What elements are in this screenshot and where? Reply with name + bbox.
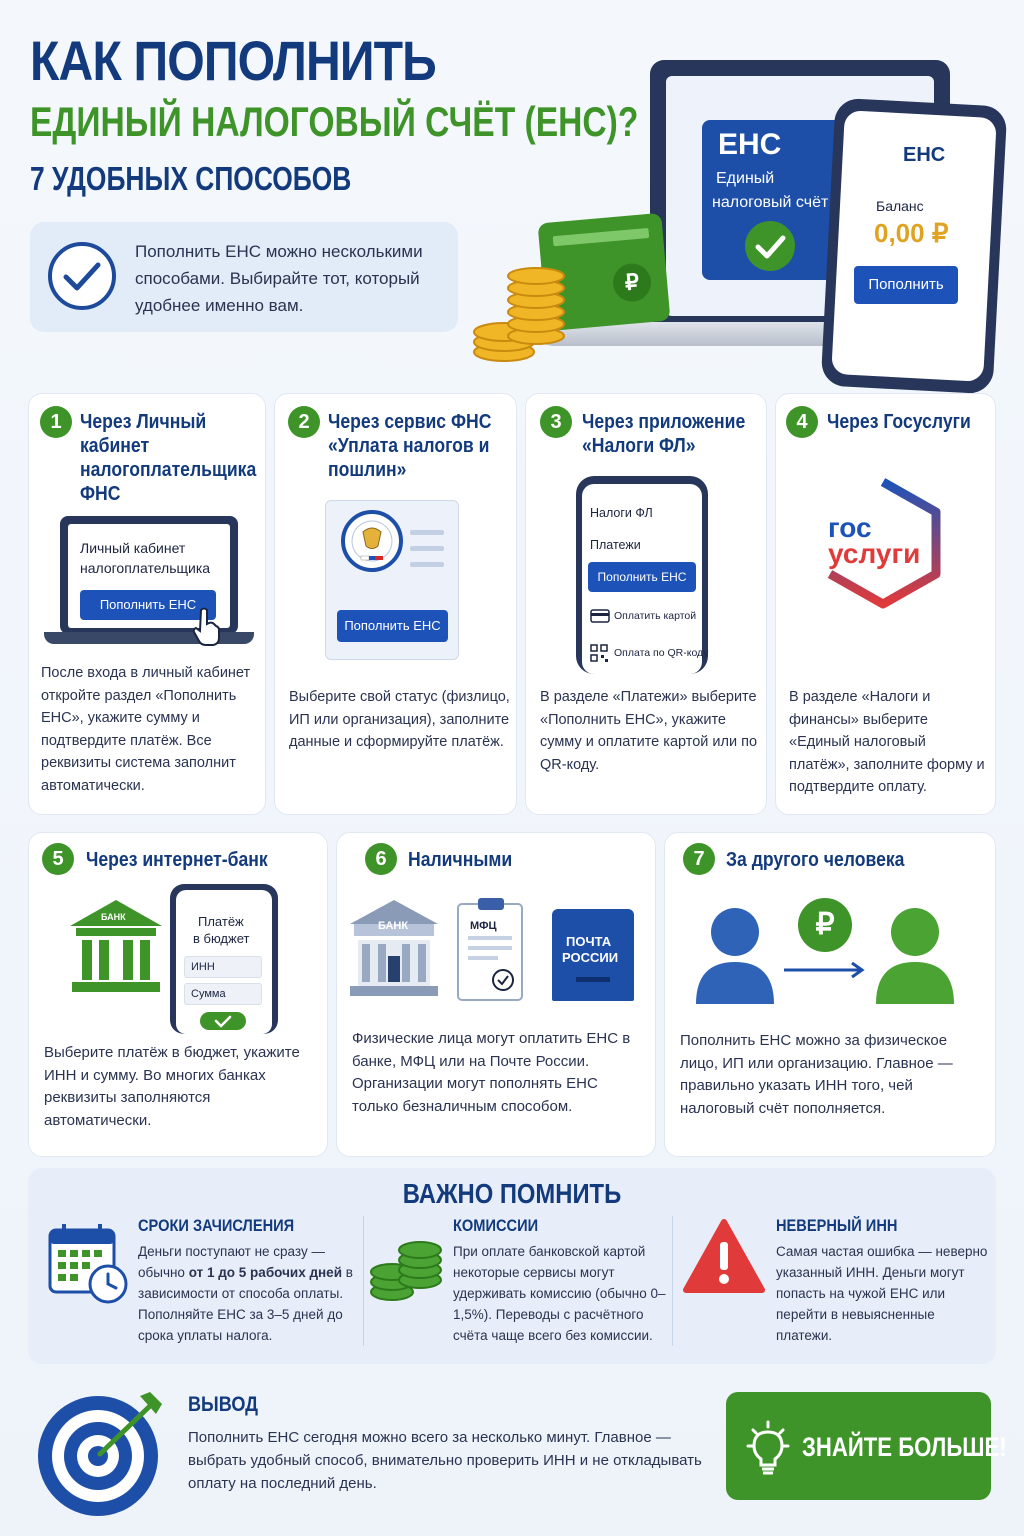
person-icon bbox=[874, 904, 956, 1004]
method-title-1: Через Личный кабинет налогоплательщика ФНС bbox=[80, 411, 257, 505]
checkmark-circle-icon bbox=[46, 240, 118, 312]
ruble-coin-icon: ₽ bbox=[798, 898, 852, 952]
laptop-screen-title: ЕНС bbox=[718, 128, 782, 161]
important-title: ВАЖНО ПОМНИТЬ bbox=[402, 1178, 622, 1209]
gosuslugi-logo-line1: гос bbox=[828, 512, 872, 543]
bank-phone-title1: Платёж bbox=[198, 914, 244, 929]
mfc-document-icon bbox=[456, 896, 526, 1004]
conclusion-title: ВЫВОД bbox=[188, 1393, 258, 1416]
bank-phone-title2: в бюджет bbox=[193, 931, 250, 946]
bank-building-icon bbox=[66, 896, 166, 996]
method-number-1: 1 bbox=[40, 406, 72, 438]
laptop-screen-line2: налоговый счёт bbox=[712, 194, 829, 211]
page-tagline: 7 УДОБНЫХ СПОСОБОВ bbox=[30, 160, 352, 197]
method-number-7: 7 bbox=[683, 843, 715, 875]
method-title-7: За другого человека bbox=[726, 849, 905, 871]
app-option-card[interactable]: Оплатить картой bbox=[614, 610, 697, 622]
method-body-4: В разделе «Налоги и финансы» выберите «Единый налоговый платёж», заполните форму и подтвердите оплату. bbox=[789, 689, 985, 795]
method-number-6: 6 bbox=[365, 843, 397, 875]
post-line2: РОССИИ bbox=[562, 950, 619, 965]
gosuslugi-logo-line2: услуги bbox=[828, 538, 921, 569]
important-title-2: КОМИССИИ bbox=[453, 1216, 539, 1235]
phone-topup-button[interactable]: Пополнить bbox=[854, 266, 958, 304]
lightbulb-icon bbox=[742, 1420, 794, 1476]
method-body-5: Выберите платёж в бюджет, укажите ИНН и сумму. Во многих банках реквизиты заполняются автоматически. bbox=[44, 1044, 300, 1129]
method-title-2: Через сервис ФНС «Уплата налогов и пошлин» bbox=[328, 411, 492, 481]
check-icon bbox=[744, 220, 796, 272]
page-title: КАК ПОПОЛНИТЬ bbox=[30, 29, 436, 92]
app-topup-button[interactable]: Пополнить ЕНС bbox=[588, 562, 696, 592]
phone-balance-value: 0,00 ₽ bbox=[874, 218, 949, 248]
app-title: Налоги ФЛ bbox=[590, 506, 653, 520]
post-line1: ПОЧТА bbox=[566, 934, 612, 949]
app-section: Платежи bbox=[590, 538, 641, 552]
important-body-1: Деньги поступают не сразу — обычно от 1 до 5 рабочих дней в зависимости от способа оплаты. Пополняйте ЕНС за 3–5 дней до срока уплаты налога. bbox=[138, 1244, 353, 1343]
app-option-qr[interactable]: Оплата по QR-коду bbox=[614, 647, 709, 659]
bank-card-icon: ₽ bbox=[538, 213, 671, 331]
target-icon bbox=[34, 1386, 168, 1520]
lk-screen-line2: налогоплательщика bbox=[80, 560, 211, 576]
important-body-3: Самая частая ошибка — неверно указанный ИНН. Деньги могут попасть на чужой ЕНС или перейти в невыясненные платежи. bbox=[776, 1244, 988, 1343]
inn-field[interactable]: ИНН bbox=[184, 956, 262, 978]
method-title-3: Через приложение «Налоги ФЛ» bbox=[582, 411, 746, 457]
credit-card-icon bbox=[590, 608, 610, 624]
method-body-6: Физические лица могут оплатить ЕНС в банке, МФЦ или на Почте России. Организации могут пополнять ЕНС только безналичным способом. bbox=[352, 1030, 631, 1115]
coins-icon bbox=[470, 256, 570, 366]
page-subtitle: ЕДИНЫЙ НАЛОГОВЫЙ СЧЁТ (ЕНС)? bbox=[30, 98, 639, 145]
method-body-7: Пополнить ЕНС можно за физическое лицо, ИП или организацию. Главное — правильно указать ИНН того, чей налоговый счёт пополняется. bbox=[680, 1032, 953, 1117]
intro-text: Пополнить ЕНС можно несколькими способами. Выбирайте тот, который удобнее именно вам. bbox=[135, 242, 423, 315]
warning-icon bbox=[682, 1218, 766, 1294]
fns-emblem-icon bbox=[341, 510, 403, 572]
arrow-right-icon bbox=[782, 960, 868, 980]
important-title-1: СРОКИ ЗАЧИСЛЕНИЯ bbox=[138, 1216, 295, 1235]
method-title-4: Через Госуслуги bbox=[827, 411, 971, 433]
conclusion-body: Пополнить ЕНС сегодня можно всего за несколько минут. Главное — выбрать удобный способ, внимательно проверить ИНН и не откладывать оплату на последний день. bbox=[188, 1429, 702, 1492]
sum-field[interactable]: Сумма bbox=[184, 983, 262, 1005]
person-icon bbox=[694, 904, 776, 1004]
method-body-2: Выберите свой статус (физлицо, ИП или организация), заполните данные и сформируйте платёж. bbox=[289, 689, 510, 750]
method-number-4: 4 bbox=[786, 406, 818, 438]
confirm-check-button[interactable] bbox=[200, 1012, 246, 1030]
qr-code-icon bbox=[590, 644, 608, 662]
method-body-3: В разделе «Платежи» выберите «Пополнить ЕНС», укажите сумму и оплатите картой или по QR-коду. bbox=[540, 689, 758, 773]
laptop-screen-line1: Единый bbox=[716, 170, 775, 187]
bank-building-icon bbox=[344, 894, 444, 1002]
money-stack-icon bbox=[368, 1240, 444, 1306]
method-number-5: 5 bbox=[42, 843, 74, 875]
learn-more-label: ЗНАЙТЕ БОЛЬШЕ! bbox=[802, 1432, 1007, 1462]
calendar-clock-icon bbox=[46, 1220, 132, 1306]
method-title-6: Наличными bbox=[408, 849, 513, 871]
hero-illustration bbox=[470, 60, 1010, 400]
method-number-2: 2 bbox=[288, 406, 320, 438]
lk-screen-line1: Личный кабинет bbox=[80, 540, 186, 556]
mfc-sign: МФЦ bbox=[470, 920, 497, 932]
method-body-1: После входа в личный кабинет откройте раздел «Пополнить ЕНС», укажите сумму и подтвердите платёж. Все реквизиты система заполнит автоматически. bbox=[41, 665, 251, 794]
bank-sign-6: БАНК bbox=[378, 920, 409, 932]
important-title-3: НЕВЕРНЫЙ ИНН bbox=[776, 1216, 898, 1235]
important-body-2: При оплате банковской картой некоторые сервисы могут удерживать комиссию (обычно 0–1,5%). Переводы с расчётного счёта чаще всего без комиссии. bbox=[453, 1244, 666, 1343]
fns-topup-button[interactable]: Пополнить ЕНС bbox=[337, 610, 448, 642]
method-number-3: 3 bbox=[540, 406, 572, 438]
phone-screen-title: ЕНС bbox=[903, 144, 946, 166]
bank-sign-5: БАНК bbox=[101, 912, 126, 922]
method-title-5: Через интернет-банк bbox=[86, 849, 268, 871]
lk-topup-button[interactable]: Пополнить ЕНС bbox=[80, 590, 216, 620]
phone-balance-label: Баланс bbox=[876, 198, 924, 214]
hand-cursor-icon bbox=[192, 606, 222, 646]
